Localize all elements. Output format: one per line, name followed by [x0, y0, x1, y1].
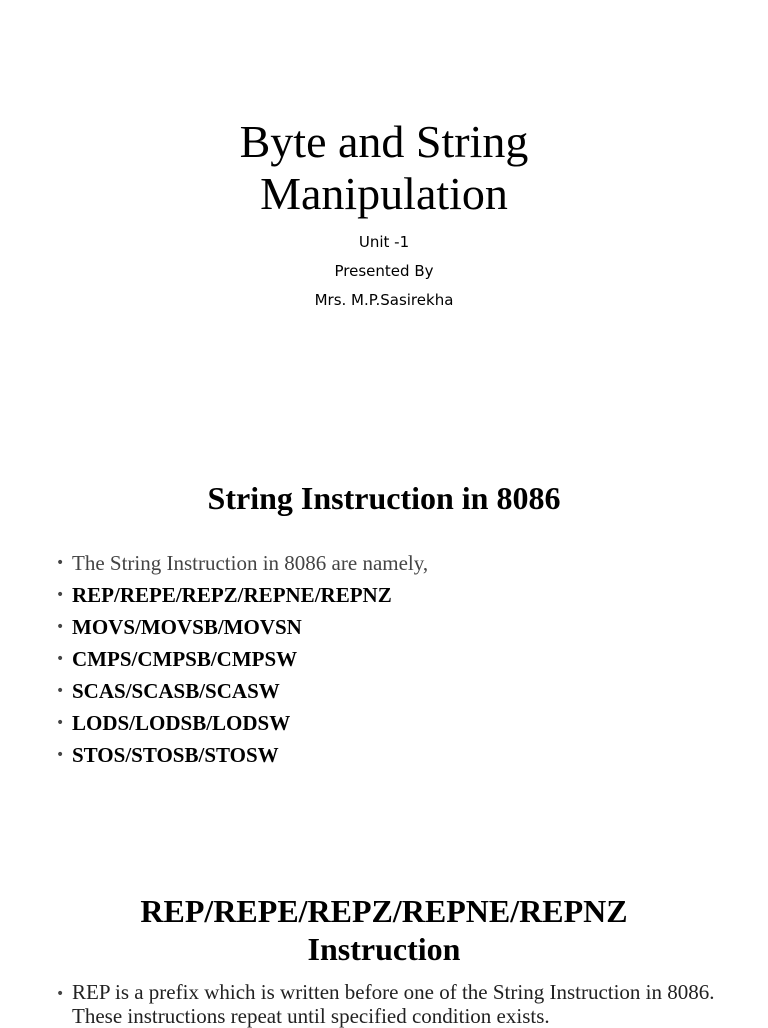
list-item — [56, 579, 738, 611]
list-item-text: REP/REPE/REPZ/REPNE/REPNZ — [72, 583, 392, 607]
slide-title-line: Manipulation — [260, 168, 508, 219]
list-item-text: REP is a prefix which is written before one of the String Instruction in 8086. These instructions repeat until specified condition exists. — [72, 980, 715, 1028]
bullet-icon: • — [56, 986, 65, 1002]
list-item — [56, 675, 738, 707]
bullet-icon: • — [56, 555, 65, 571]
list-item-text: SCAS/SCASB/SCASW — [72, 679, 280, 703]
list-item — [56, 739, 738, 771]
bullet-icon: • — [56, 651, 65, 667]
list-item-text: The String Instruction in 8086 are namely, — [72, 551, 429, 575]
rep-instruction-slide — [0, 860, 768, 1028]
unit-label: Unit -1 — [358, 233, 410, 251]
bullet-icon: • — [56, 619, 65, 635]
list-item — [56, 643, 738, 675]
bullet-icon: • — [56, 747, 65, 763]
slide-heading-line: REP/REPE/REPZ/REPNE/REPNZ — [140, 893, 628, 929]
bullet-icon: • — [56, 587, 65, 603]
list-item-text: STOS/STOSB/STOSW — [72, 743, 279, 767]
list-item-text: LODS/LODSB/LODSW — [72, 711, 291, 735]
bullet-icon: • — [56, 683, 65, 699]
presented-by-label: Presented By — [334, 262, 434, 280]
slide-title — [0, 116, 768, 220]
instruction-list — [56, 547, 738, 771]
slide-heading-line: Instruction — [307, 931, 461, 967]
list-item-text: CMPS/CMPSB/CMPSW — [72, 647, 298, 671]
list-item-text: MOVS/MOVSB/MOVSN — [72, 615, 302, 639]
list-item — [56, 611, 738, 643]
list-item — [56, 707, 738, 739]
presenter-name: Mrs. M.P.Sasirekha — [314, 291, 454, 309]
rep-description-list — [56, 980, 718, 1028]
list-item — [56, 980, 718, 1028]
list-item — [56, 547, 738, 579]
slide-title-line: Byte and String — [239, 116, 529, 167]
slide-heading — [0, 892, 768, 968]
string-instructions-slide — [0, 430, 768, 860]
slide-heading: String Instruction in 8086 — [207, 480, 561, 516]
bullet-icon: • — [56, 715, 65, 731]
slide-subtitle — [0, 228, 768, 315]
title-slide — [0, 0, 768, 430]
